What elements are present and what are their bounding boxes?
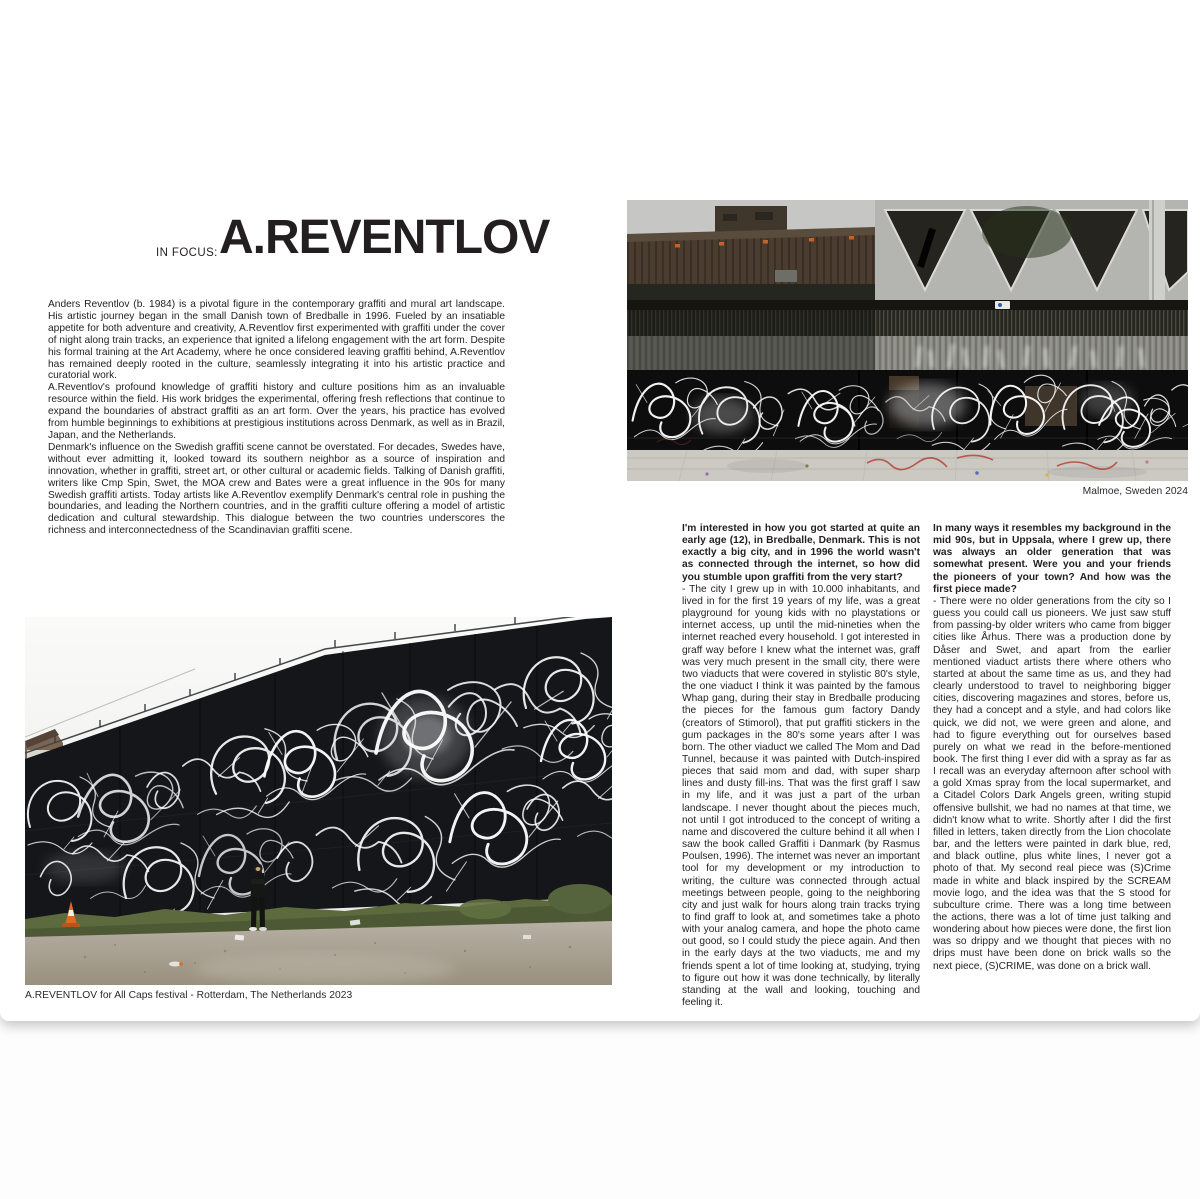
interview-columns	[682, 523, 1171, 1009]
interview-question: I'm interested in how you got started at quite an early age (12), in Bredballe, Denmark. This is not exactly a big city, and in 1996 the world wasn't as connected through the internet, so how did you stumble upon graffiti from the very start?	[682, 523, 920, 583]
interview-question: In many ways it resembles my background in the mid 90s, but in Uppsala, where I grew up, there was always an older generation that was somewhat present. Were you and your friends the pioneers of your town? And how was the first piece made?	[933, 523, 1171, 595]
black-graffiti-wall	[627, 370, 1188, 459]
intro-paragraph: Anders Reventlov (b. 1984) is a pivotal figure in the contemporary graffiti and mural art landscape. His artistic journey began in the small Danish town of Bredballe in 1996. Fueled by an insatiable appetite for both adventure and creativity, A.Reventlov first experimented with graffiti under the cover of night along train tracks, an experience that ignited a lifelong engagement with the art form. Despite his formal training at the Art Academy, where he once considered leaving graffiti behind, A.Reventlov has remained deeply rooted in the culture, seamlessly integrating it into his artistic practice and curatorial work.	[48, 299, 505, 382]
rotterdam-photo-figure	[25, 617, 612, 1001]
interview-column-2	[933, 523, 1171, 1009]
intro-text	[48, 299, 505, 537]
tree-reflection	[982, 206, 1072, 258]
rotterdam-caption: A.REVENTLOV for All Caps festival - Rotterdam, The Netherlands 2023	[25, 990, 353, 1001]
slatted-fence	[627, 310, 1188, 370]
malmoe-caption: Malmoe, Sweden 2024	[1082, 486, 1188, 497]
rotterdam-mural-photo	[25, 617, 612, 985]
metal-truss	[875, 200, 1188, 300]
pavement	[627, 450, 1188, 481]
small-sign	[995, 301, 1010, 309]
intro-paragraph: A.Reventlov's profound knowledge of graffiti history and culture positions him as an invaluable resource within the field. His work bridges the experimental, offering fresh reflections that continue to expand the boundaries of abstract graffiti as an art form. Over the years, his practice has evolved from humble beginnings to exhibitions at prestigious institutions across Denmark, as well as in Brazil, Japan, and the Netherlands.	[48, 382, 505, 441]
interview-column-1	[682, 523, 920, 1009]
dark-rail	[627, 300, 1188, 310]
malmoe-mural-photo	[627, 200, 1188, 481]
interview-answer: - The city I grew up in with 10.000 inhabitants, and lived in for the first 19 years of my life, was a great playground for young kids with no playstations or internet access, up until the mid-nineties when the internet reached every household. I got interested in graff way before I knew what the internet was, graff was very much present in the small city, there were two viaducts that were covered in stylistic 80's style, the one viaduct I think it was painted by the famous Whap gang, during their stay in Bredballe producing the pieces for the famous gum factory Dandy (creators of Stimorol), that put graffiti stickers in the gum packages in the 80's some years after I was born. The other viaduct we called The Mom and Dad Tunnel, because it was painted with Dutch-inspired pieces that said mom and dad, with super sharp lines and dusty fill-ins. That was the first graff I saw in my life, and it was just a part of the urban landscape. I never thought about the pieces much, not until I got introduced to the concept of writing a name and discovered the culture behind it all when I saw the book called Graffiti i Danmark (by Rasmus Poulsen, 1996). The internet was never an important tool for my development or my introduction to writing, the culture was connected through actual meetings between people, going to the neighboring city and just walk for hours along train tracks trying to find graff to look at, and sometimes take a photo with your analog camera, and hope the photo came out good, so I could study the piece again. And then in the early days at the two viaducts, me and my friends spent a lot of time looking at, studying, trying to figure out how it was done technically, by literally standing at the wall and looking, touching and feeling it.	[682, 583, 920, 1009]
kicker: IN FOCUS:	[156, 247, 218, 259]
page-title: A.REVENTLOV	[219, 211, 550, 264]
malmoe-photo-figure	[627, 200, 1188, 497]
intro-paragraph: Denmark's influence on the Swedish graffiti scene cannot be overstated. For decades, Swedes have, without ever admitting it, looked toward its southern neighbor as a source of inspiration and innovation, whether in graffiti, street art, or other cultural or academic fields. Talking of Danish graffiti, writers like Cmp Spin, Swet, the MOA crew and Bates were a great influence in the 90s for many Swedish graffiti artists. Today artists like A.Reventlov exemplify Denmark's central role in pushing the boundaries, and leading the Northern countries, and in the graffiti culture offering a model of artistic dedication and cultural stewardship. This dialogue between the two countries underscores the richness and interconnectedness of the Scandinavian graffiti scene.	[48, 441, 505, 537]
interview-answer: - There were no older generations from the city so I guess you could call us pioneers. We just saw stuff from passing-by older writers who came from bigger cities like Århus. There was a production done by Dåser and Swet, and apart from the earlier mentioned viaduct artists there where others who started at about the same time as us, and they had clearly understood to travel to neighboring bigger cities, discovering magazines and stores, before us, they had a concept and a style, and had colors like quick, we did not, we were green and alone, and had to figure everything out for ourselves based purely on what we read in the before-mentioned book. The first thing I ever did with a spray as far as I recall was an everyday afternoon after school with a gold Xmas spray from the local supermarket, and a Citadel Colors Dark Angels green, writing stupid offensive bullshit, we had no names at that time, we didn't know what to write. Shortly after I did the first filled in letters, taken directly from the Lion chocolate bar, and the letters were painted in dark blue, red, and black outline, plus white lines, I never got a photo of that. My second real piece was (S)Crime made in white and black inspired by the SCREAM movie logo, and the idea was that the S stood for subculture crime. There was a long time between the actions, there was a lot of time just talking and wondering about how pieces were done, the first lion was so drippy and we thought that pieces with no drips must have been done on brick walls so the next piece, (S)CRIME, was done on a brick wall.	[933, 595, 1171, 972]
